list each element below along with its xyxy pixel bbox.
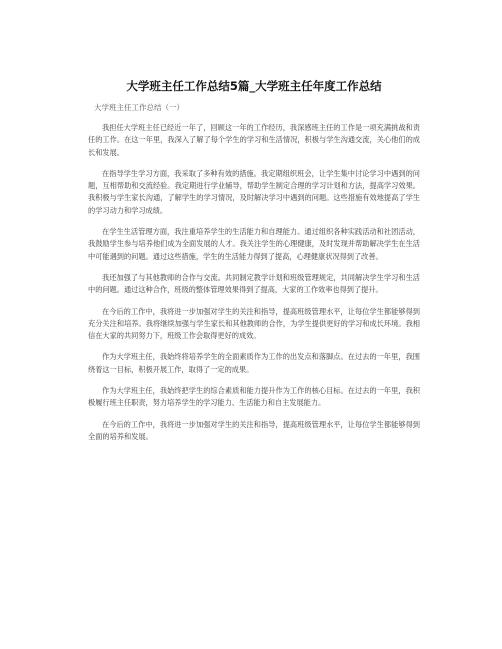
paragraph: 在学生生活管理方面，我注重培养学生的生活能力和自理能力。通过组织各种实践活动和社团活动，我鼓励学生参与培养他们成为全面发展的人才。我关注学生的心理健康，及时发现并帮助解决学生在生活中可能遇到的问题。通过这些措施，学生的生活能力得到了提高，心理健康状况得到了改善。 <box>88 227 420 261</box>
paragraph: 在今后的工作中，我将进一步加强对学生的关注和指导，提高班级管理水平，让每位学生都能够得到充分关注和培养。我将继续加强与学生家长和其他教师的合作，为学生提供更好的学习和成长环境。我相信在大家的共同努力下，班级工作会取得更好的成效。 <box>88 306 420 341</box>
paragraph: 在指导学生学习方面，我采取了多种有效的措施。我定期组织班会，让学生集中讨论学习中遇到的问题，互相帮助和交流经验。我定期进行学业辅导，帮助学生制定合理的学习计划和方法，提高学习效果。我积极与学生家长沟通，了解学生的学习情况，及时解决学习中遇到的问题。这些措施有效地提高了学生的学习动力和学习成绩。 <box>88 168 420 215</box>
section-heading: 大学班主任工作总结（一） <box>94 103 184 112</box>
document-page <box>88 78 420 452</box>
paragraph: 作为大学班主任，我始终把学生的综合素质和能力提升作为工作的核心目标。在过去的一年里，我积极履行班主任职责，努力培养学生的学习能力、生活能力和自主发展能力。 <box>88 386 420 408</box>
paragraph: 我还加强了与其他教师的合作与交流。共同制定教学计划和班级管理规定，共同解决学生学习和生活中的问题。通过这种合作，班级的整体管理效果得到了提高，大家的工作效率也得到了提升。 <box>88 272 420 295</box>
paragraph: 我担任大学班主任已经近一年了，回顾这一年的工作经历，我深感班主任的工作是一项充满挑战和责任的工作。在这一年里，我深入了解了每个学生的学习和生活情况，积极与学生沟通交流，关心他们的成长和发展。 <box>88 123 420 157</box>
paragraph: 在今后的工作中，我将进一步加强对学生的关注和指导，提高班级管理水平，让每位学生都能够得到全面的培养和发展。 <box>88 419 420 441</box>
document-title: 大学班主任工作总结5篇_大学班主任年度工作总结 <box>126 79 382 93</box>
paragraph: 作为大学班主任，我始终将培养学生的全面素质作为工作的出发点和落脚点。在过去的一年里，我围绕着这一目标，积极开展工作，取得了一定的成果。 <box>88 352 420 374</box>
